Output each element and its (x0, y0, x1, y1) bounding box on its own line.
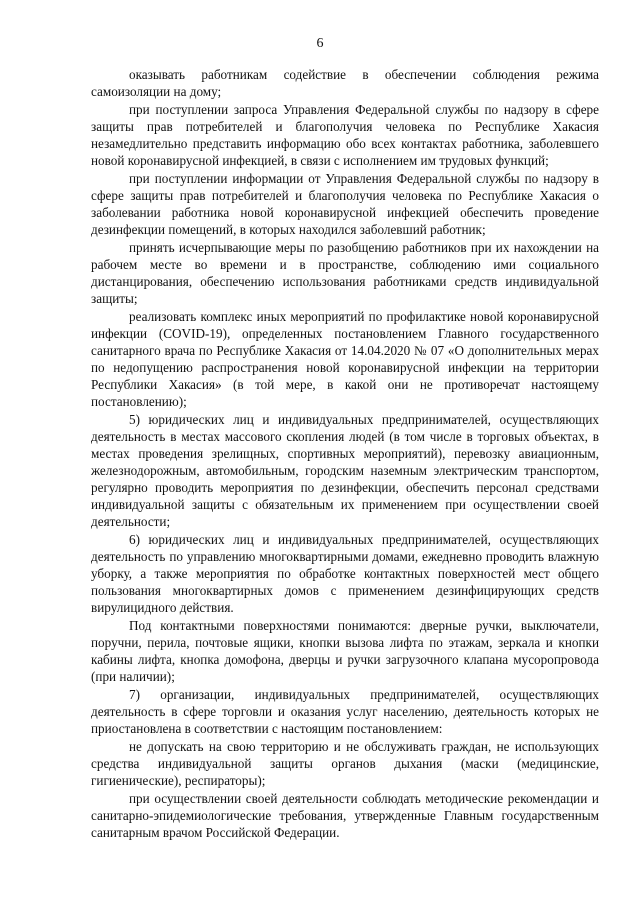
paragraph: 7) организации, индивидуальных предпринимателей, осуществляющих деятельность в сфере торговли и оказания услуг населению, деятельность которых не приостановлена в соответствии с настоящим постановлением: (91, 687, 599, 736)
paragraph: при поступлении запроса Управления Федеральной службы по надзору в сфере защиты прав потребителей и благополучия человека по Республике Хакасия незамедлительно представить информацию обо всех контактах работника, заболевшего новой коронавирусной инфекцией, в связи с исполнением им трудовых функций; (91, 102, 599, 168)
paragraph: при осуществлении своей деятельности соблюдать методические рекомендации и санитарно-эпидемиологические требования, утвержденные Главным государственным санитарным врачом Российской Федерации. (91, 791, 599, 840)
paragraph: реализовать комплекс иных мероприятий по профилактике новой коронавирусной инфекции (COVID-19), определенных постановлением Главного государственного санитарного врача по Республике Хакасия от 14.04.2020 № 07 «О дополнительных мерах по недопущению распространения новой коронавирусной инфекции на территории Республики Хакасия» (в той мере, в какой они не противоречат настоящему постановлению); (91, 309, 599, 409)
paragraph: 6) юридических лиц и индивидуальных предпринимателей, осуществляющих деятельность по управлению многоквартирными домами, ежедневно проводить влажную уборку, а также мероприятия по обработке контактных поверхностей мест общего пользования многоквартирных домов с применением дезинфицирующих средств вирулицидного действия. (91, 532, 599, 615)
paragraph: 5) юридических лиц и индивидуальных предпринимателей, осуществляющих деятельность в местах массового скопления людей (в том числе в торговых объектах, в местах проведения зрелищных, спортивных мероприятий), перевозку авиационным, железнодорожным, автомобильным, городским наземным электрическим транспортом, регулярно проводить мероприятия по дезинфекции, обеспечить персонал средствами индивидуальной защиты с обязательным их применением при осуществлении своей деятельности; (91, 412, 599, 529)
page-number: 6 (316, 36, 324, 51)
paragraph: принять исчерпывающие меры по разобщению работников при их нахождении на рабочем месте во времени и в пространстве, соблюдению ими социального дистанцирования, обеспечению использования работниками средств индивидуальной защиты; (91, 240, 599, 306)
paragraph: Под контактными поверхностями понимаются: дверные ручки, выключатели, поручни, перила, почтовые ящики, кнопки вызова лифта по этажам, зеркала и кнопки кабины лифта, кнопка домофона, дверцы и ручки загрузочного клапана мусоропровода (при наличии); (91, 618, 599, 684)
document-body (91, 66, 599, 842)
paragraph: не допускать на свою территорию и не обслуживать граждан, не использующих средства индивидуальной защиты органов дыхания (маски (медицинские, гигиенические), респираторы); (91, 739, 599, 788)
paragraph: при поступлении информации от Управления Федеральной службы по надзору в сфере защиты прав потребителей и благополучия человека по Республике Хакасия о заболевании работника новой коронавирусной инфекцией обеспечить проведение дезинфекции помещений, в которых находился заболевший работник; (91, 171, 599, 237)
paragraph: оказывать работникам содействие в обеспечении соблюдения режима самоизоляции на дому; (91, 67, 599, 99)
